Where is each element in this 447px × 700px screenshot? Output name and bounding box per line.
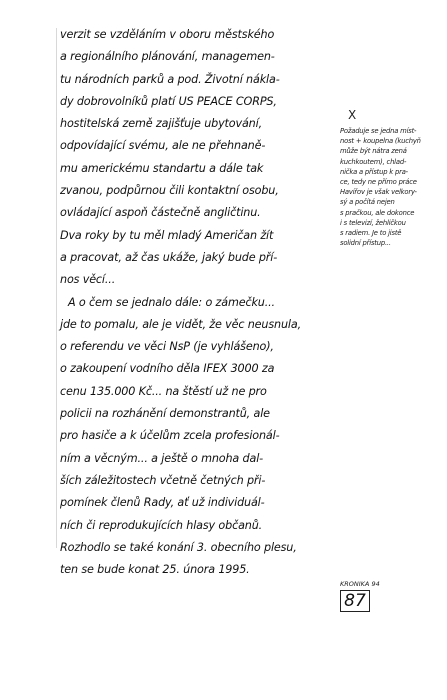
text-line: A o čem se jednalo dále: o zámečku... [68,295,275,309]
side-note [340,126,440,248]
side-note-line: Havířov je však velkory- [340,188,417,197]
text-line: pro hasiče a k účelům zcela profesionál- [60,429,280,443]
side-note-line: solidní přístup... [340,239,391,248]
text-line: pomínek členů Rady, ať už individuál- [60,496,265,510]
margin-line [56,28,57,548]
side-note-line: s pračkou, ale dokonce [340,208,415,217]
text-line: a regionálního plánování, managemen- [60,50,275,64]
text-line: dy dobrovolníků platí US PEACE CORPS, [60,94,277,108]
text-line: Dva roky by tu měl mladý Američan žít [60,228,274,242]
side-note-line: sý a počítá nejen [340,198,395,207]
chronicle-main-text [60,24,330,581]
text-line: mu americkému standartu a dále tak [60,161,264,175]
text-line: o referendu ve věci NsP (je vyhlášeno), [60,340,274,354]
text-line: policii na rozhánění demonstrantů, ale [60,407,270,421]
text-line: ších záležitostech včetně četných při- [60,473,266,487]
text-line: ním a věcným... a ještě o mnoha dal- [60,451,264,465]
text-line: ovládající aspoň částečně angličtinu. [60,206,261,220]
side-note-line: může být nátra zená [340,147,407,156]
text-line: cenu 135.000 Kč... na štěstí už ne pro [60,384,267,398]
text-line: ten se bude konat 25. února 1995. [60,563,250,577]
text-line: nos věcí... [60,273,116,287]
text-line: o zakoupení vodního děla IFEX 3000 za [60,362,275,376]
text-line: a pracovat, až čas ukáže, jaký bude pří- [60,250,278,264]
kronika-label: KRONIKA 94 [340,580,380,588]
text-line: Rozhodlo se také konání 3. obecního plesu, [60,540,297,554]
side-note-line: nička a přístup k pra- [340,167,408,176]
side-note-line: ce, tedy ne přímo práce [340,177,417,186]
text-line: verzit se vzděláním v oboru městského [60,28,275,41]
text-line: zvanou, podpůrnou čili kontaktní osobu, [60,184,279,198]
footnote-mark: X [348,108,357,122]
side-note-line: Požaduje se jedna míst- [340,127,417,135]
text-line: jde to pomalu, ale je vidět, že věc neusnula, [60,317,301,331]
side-note-line: kuchkoutem), chlad- [340,157,407,166]
page-number: 87 [340,590,370,612]
text-line: odpovídající svému, ale ne přehnaně- [60,139,266,153]
side-note-line: nost + koupelna (kuchyň [340,137,421,146]
side-note-line: i s televizí, žehličkou [340,218,406,227]
side-note-line: s radiem. Je to jistě [340,228,402,237]
text-line: hostitelská země zajišťuje ubytování, [60,117,262,131]
text-line: ních či reprodukujících hlasy občanů. [60,518,263,532]
text-line: tu národních parků a pod. Životní nákla- [60,72,280,86]
